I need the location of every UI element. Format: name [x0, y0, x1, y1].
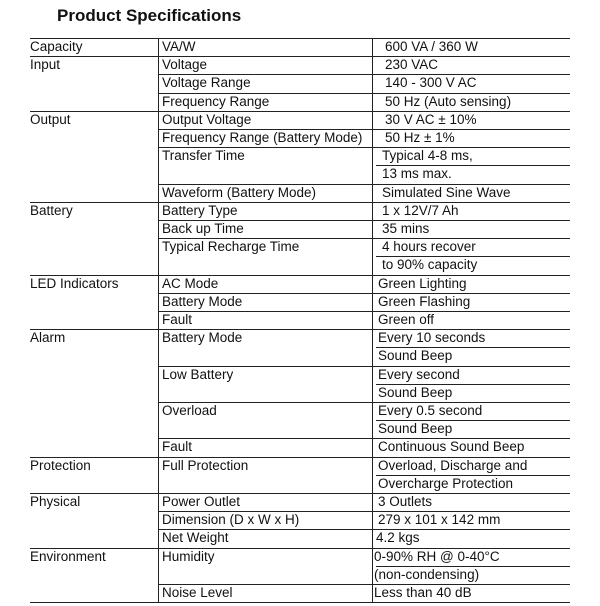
- spec-value: Every second: [378, 366, 460, 382]
- spec-item: Voltage: [162, 57, 208, 73]
- spec-item: Low Battery: [162, 366, 234, 382]
- spec-value: 3 Outlets: [378, 494, 433, 509]
- category-divider: [30, 329, 570, 330]
- spec-value: Continuous Sound Beep: [378, 439, 525, 455]
- category-divider: [30, 202, 570, 203]
- spec-value: 279 x 101 x 142 mm: [378, 512, 501, 528]
- spec-item: Overload: [162, 403, 217, 418]
- page-title: Product Specifications: [57, 6, 242, 25]
- category-divider: [30, 56, 570, 57]
- category-divider: [30, 111, 570, 112]
- category-label: Capacity: [30, 39, 83, 54]
- spec-value: 4.2 kgs: [376, 530, 420, 546]
- category-label: Input: [30, 57, 61, 73]
- spec-value: Sound Beep: [378, 421, 453, 437]
- spec-value: 35 mins: [382, 221, 430, 236]
- spec-value: to 90% capacity: [382, 257, 478, 273]
- row-divider: [158, 220, 570, 221]
- value-divider: [376, 475, 570, 476]
- spec-value: Green Flashing: [378, 293, 471, 309]
- category-divider: [30, 457, 570, 458]
- value-divider: [376, 165, 570, 166]
- spec-item: Frequency Range: [162, 93, 270, 109]
- spec-item: Battery Type: [162, 202, 238, 218]
- spec-item: Net Weight: [162, 530, 229, 546]
- row-divider: [158, 238, 570, 239]
- spec-item: Waveform (Battery Mode): [162, 184, 317, 200]
- value-divider: [376, 256, 570, 257]
- category-label: Protection: [30, 457, 91, 473]
- row-divider: [158, 74, 570, 75]
- row-divider: [158, 366, 570, 367]
- value-column-rule: [372, 38, 373, 602]
- spec-value: Green off: [378, 312, 435, 327]
- category-label: Battery: [30, 202, 73, 218]
- spec-item: Fault: [162, 439, 193, 455]
- spec-value: 600 VA / 360 W: [385, 39, 478, 54]
- row-divider: [158, 438, 570, 439]
- spec-item: Output Voltage: [162, 111, 252, 127]
- spec-item: VA/W: [162, 39, 196, 54]
- row-divider: [158, 402, 570, 403]
- spec-item: Fault: [162, 312, 193, 327]
- category-divider: [30, 548, 570, 549]
- category-divider: [30, 602, 570, 603]
- spec-value: 1 x 12V/7 Ah: [382, 202, 459, 218]
- category-label: Output: [30, 111, 71, 127]
- value-divider: [376, 566, 570, 567]
- row-divider: [158, 311, 570, 312]
- spec-item: Frequency Range (Battery Mode): [162, 130, 363, 145]
- spec-item: Typical Recharge Time: [162, 239, 300, 255]
- spec-value: Simulated Sine Wave: [382, 184, 511, 200]
- spec-value: 230 VAC: [385, 57, 439, 73]
- spec-item: Back up Time: [162, 221, 244, 236]
- spec-value: Sound Beep: [378, 384, 453, 400]
- spec-value: 140 - 300 V AC: [385, 75, 477, 91]
- row-divider: [158, 184, 570, 185]
- value-divider: [376, 347, 570, 348]
- row-divider: [158, 129, 570, 130]
- spec-value: Every 10 seconds: [378, 330, 486, 346]
- row-divider: [158, 147, 570, 148]
- category-label: Physical: [30, 494, 81, 509]
- spec-value: 50 Hz ± 1%: [385, 130, 455, 145]
- spec-value: 13 ms max.: [382, 166, 452, 182]
- row-divider: [158, 529, 570, 530]
- row-divider: [158, 293, 570, 294]
- spec-item: Full Protection: [162, 457, 249, 473]
- spec-value: Sound Beep: [378, 348, 453, 364]
- item-column-rule: [158, 38, 159, 602]
- spec-value: Less than 40 dB: [374, 585, 472, 600]
- row-divider: [158, 511, 570, 512]
- spec-value: Every 0.5 second: [378, 403, 483, 418]
- spec-item: AC Mode: [162, 275, 219, 291]
- spec-value: Overload, Discharge and: [378, 457, 528, 473]
- spec-item: Voltage Range: [162, 75, 251, 91]
- value-divider: [376, 384, 570, 385]
- spec-item: Power Outlet: [162, 494, 241, 509]
- spec-value: (non-condensing): [374, 566, 480, 582]
- spec-value: Green Lighting: [378, 275, 467, 291]
- spec-value: 0-90% RH @ 0-40°C: [374, 548, 500, 564]
- category-divider: [30, 275, 570, 276]
- category-label: Alarm: [30, 330, 66, 346]
- spec-value: 50 Hz (Auto sensing): [385, 93, 512, 109]
- table-top-border: [30, 38, 570, 39]
- spec-value: 30 V AC ± 10%: [385, 111, 477, 127]
- spec-item: Humidity: [162, 548, 215, 564]
- spec-item: Noise Level: [162, 585, 233, 600]
- spec-item: Dimension (D x W x H): [162, 512, 300, 528]
- value-divider: [376, 420, 570, 421]
- spec-item: Battery Mode: [162, 330, 243, 346]
- spec-value: Overcharge Protection: [378, 475, 514, 491]
- category-divider: [30, 493, 570, 494]
- spec-value: 4 hours recover: [382, 239, 476, 255]
- row-divider: [158, 93, 570, 94]
- spec-item: Transfer Time: [162, 148, 245, 164]
- spec-value: Typical 4-8 ms,: [382, 148, 473, 164]
- spec-item: Battery Mode: [162, 293, 243, 309]
- category-label: LED Indicators: [30, 275, 119, 291]
- category-label: Environment: [30, 548, 106, 564]
- row-divider: [158, 584, 570, 585]
